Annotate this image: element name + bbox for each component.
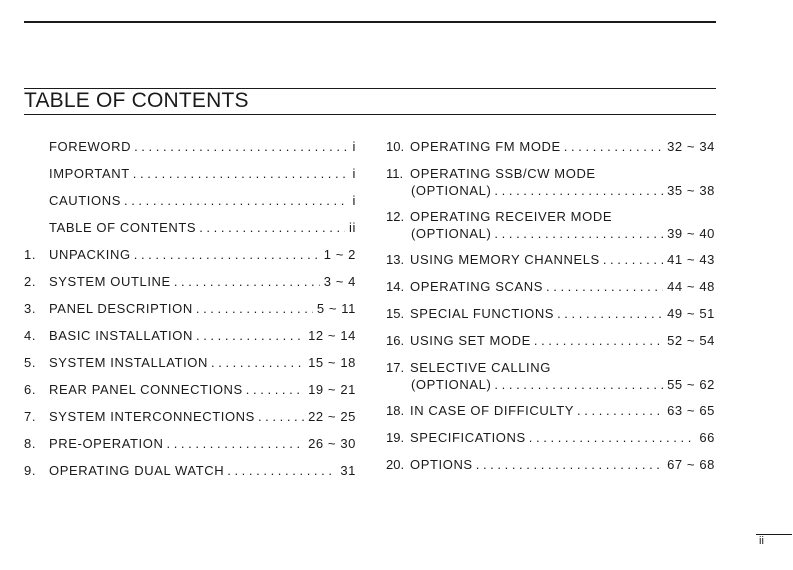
toc-dot-leader (134, 246, 320, 263)
toc-entry-label: OPERATING FM MODE (410, 139, 561, 154)
toc-entry-line (386, 225, 715, 242)
toc-entry-line (386, 138, 715, 155)
toc-entry-page: 22 ~ 25 (308, 409, 356, 424)
toc-entry-label: SELECTIVE CALLING (410, 360, 551, 375)
toc-entry-line (386, 402, 715, 419)
toc-dot-leader (174, 273, 320, 290)
toc-entry-page: 26 ~ 30 (308, 436, 356, 451)
toc-entry[interactable] (24, 435, 356, 452)
toc-entry-page: 67 ~ 68 (667, 457, 715, 472)
toc-entry-page: 1 ~ 2 (323, 247, 356, 262)
toc-entry[interactable] (24, 273, 356, 290)
toc-entry-number: 7. (24, 409, 37, 424)
toc-entry-number: 6. (24, 382, 37, 397)
toc-dot-leader (196, 327, 304, 344)
toc-entry-line (386, 305, 715, 322)
toc-entry[interactable] (386, 332, 715, 349)
toc-dot-leader (557, 305, 663, 322)
toc-entry-label: FOREWORD (49, 139, 132, 154)
toc-entry-number: 16. (386, 333, 405, 348)
toc-dot-leader (227, 462, 336, 479)
toc-dot-leader (494, 376, 663, 393)
toc-entry-line (386, 359, 715, 376)
toc-entry-page: 12 ~ 14 (308, 328, 356, 343)
toc-entry[interactable] (24, 138, 356, 155)
toc-dot-leader (577, 402, 663, 419)
toc-entry-line (24, 462, 356, 479)
toc-entry-page: 41 ~ 43 (667, 252, 715, 267)
toc-entry-page: 32 ~ 34 (667, 139, 715, 154)
toc-entry-number: 10. (386, 139, 405, 154)
toc-entry-label: PRE-OPERATION (49, 436, 164, 451)
toc-entry-line (24, 327, 356, 344)
toc-entry[interactable] (24, 192, 356, 209)
page-number (756, 534, 792, 547)
toc-dot-leader (166, 435, 304, 452)
toc-dot-leader (494, 182, 663, 199)
toc-entry-line (24, 354, 356, 371)
toc-entry-page: i (352, 166, 356, 181)
toc-dot-leader (476, 456, 663, 473)
toc-entry-number: 8. (24, 436, 37, 451)
toc-entry-number: 17. (386, 360, 405, 375)
toc-entry-number: 2. (24, 274, 37, 289)
toc-entry-page: 39 ~ 40 (667, 226, 715, 241)
toc-entry-page: ii (349, 220, 356, 235)
toc-entry-label: UNPACKING (49, 247, 131, 262)
toc-entry-page: 44 ~ 48 (667, 279, 715, 294)
toc-entry-label: TABLE OF CONTENTS (49, 220, 197, 235)
toc-entry-line (386, 182, 715, 199)
toc-entry-page: 19 ~ 21 (308, 382, 356, 397)
toc-entry-number: 9. (24, 463, 37, 478)
toc-dot-leader (534, 332, 663, 349)
toc-dot-leader (258, 408, 304, 425)
toc-entry[interactable] (24, 327, 356, 344)
toc-dot-leader (246, 381, 304, 398)
toc-entry[interactable] (24, 300, 356, 317)
toc-entry-label: OPERATING RECEIVER MODE (410, 209, 613, 224)
toc-entry-label: SYSTEM INTERCONNECTIONS (49, 409, 255, 424)
toc-entry-label: OPERATING DUAL WATCH (49, 463, 225, 478)
top-rule (24, 21, 716, 23)
toc-entry-page: 66 (699, 430, 715, 445)
toc-entry[interactable] (24, 246, 356, 263)
toc-dot-leader (199, 219, 345, 236)
page-number-text: ii (759, 535, 764, 547)
toc-entry-line (386, 278, 715, 295)
toc-entry-line (386, 376, 715, 393)
toc-entry[interactable] (386, 208, 715, 242)
toc-entry[interactable] (24, 462, 356, 479)
toc-entry[interactable] (24, 381, 356, 398)
toc-entry[interactable] (24, 354, 356, 371)
toc-entry-sublabel: (OPTIONAL) (411, 377, 492, 392)
toc-dot-leader (134, 138, 348, 155)
toc-entry[interactable] (386, 402, 715, 419)
toc-entry[interactable] (386, 165, 715, 199)
toc-entry[interactable] (386, 429, 715, 446)
toc-entry-label: SYSTEM INSTALLATION (49, 355, 209, 370)
toc-dot-leader (603, 251, 663, 268)
toc-entry-line (386, 251, 715, 268)
toc-entry-line (386, 456, 715, 473)
toc-dot-leader (196, 300, 313, 317)
toc-entry-line (24, 381, 356, 398)
toc-entry-number: 19. (386, 430, 405, 445)
toc-dot-leader (494, 225, 663, 242)
toc-entry[interactable] (386, 359, 715, 393)
toc-dot-leader (546, 278, 663, 295)
toc-entry-label: BASIC INSTALLATION (49, 328, 193, 343)
page-title: TABLE OF CONTENTS (24, 89, 249, 112)
toc-entry-label: IMPORTANT (49, 166, 130, 181)
toc-entry-line (386, 332, 715, 349)
toc-entry-page: 55 ~ 62 (667, 377, 715, 392)
toc-entry-label: PANEL DESCRIPTION (49, 301, 193, 316)
toc-entry-line (386, 165, 715, 182)
toc-dot-leader (564, 138, 663, 155)
toc-entry-number: 5. (24, 355, 37, 370)
toc-entry-line (386, 208, 715, 225)
toc-entry-label: OPERATING SCANS (410, 279, 544, 294)
toc-entry-line (24, 165, 356, 182)
title-rule-bottom (24, 114, 716, 115)
toc-entry-label: SPECIAL FUNCTIONS (410, 306, 555, 321)
toc-entry[interactable] (386, 278, 715, 295)
toc-entry[interactable] (24, 219, 356, 236)
toc-entry[interactable] (386, 456, 715, 473)
toc-dot-leader (124, 192, 349, 209)
toc-entry-line (24, 219, 356, 236)
toc-entry-line (24, 138, 356, 155)
toc-entry-page: 5 ~ 11 (316, 301, 356, 316)
toc-entry-line (24, 246, 356, 263)
toc-entry-number: 4. (24, 328, 37, 343)
toc-entry-label: USING MEMORY CHANNELS (410, 252, 600, 267)
toc-entry-page: 15 ~ 18 (308, 355, 356, 370)
toc-entry-label: SPECIFICATIONS (410, 430, 526, 445)
toc-dot-leader (529, 429, 696, 446)
toc-entry-page: 52 ~ 54 (667, 333, 715, 348)
toc-entry-page: i (352, 193, 356, 208)
toc-entry-label: REAR PANEL CONNECTIONS (49, 382, 243, 397)
toc-entry-number: 3. (24, 301, 37, 316)
toc-entry[interactable] (386, 251, 715, 268)
toc-entry-sublabel: (OPTIONAL) (411, 226, 492, 241)
toc-entry-label: IN CASE OF DIFFICULTY (410, 403, 575, 418)
toc-entry-page: 49 ~ 51 (667, 306, 715, 321)
toc-entry-number: 13. (386, 252, 405, 267)
toc-entry-label: SYSTEM OUTLINE (49, 274, 171, 289)
toc-entry-label: OPTIONS (410, 457, 473, 472)
toc-entry-line (24, 435, 356, 452)
toc-entry[interactable] (24, 408, 356, 425)
toc-entry-line (24, 300, 356, 317)
toc-entry-number: 1. (24, 247, 37, 262)
toc-entry-number: 12. (386, 209, 405, 224)
toc-entry[interactable] (386, 138, 715, 155)
toc-entry[interactable] (386, 305, 715, 322)
toc-entry-label: OPERATING SSB/CW MODE (410, 166, 596, 181)
toc-entry-page: 35 ~ 38 (667, 183, 715, 198)
toc-entry-label: CAUTIONS (49, 193, 121, 208)
toc-entry-page: 3 ~ 4 (323, 274, 356, 289)
toc-entry-line (24, 408, 356, 425)
toc-entry-sublabel: (OPTIONAL) (411, 183, 492, 198)
toc-dot-leader (211, 354, 304, 371)
toc-entry-number: 20. (386, 457, 405, 472)
toc-entry-line (24, 273, 356, 290)
toc-entry-number: 11. (386, 166, 404, 181)
toc-entry-number: 18. (386, 403, 405, 418)
toc-entry-page: 63 ~ 65 (667, 403, 715, 418)
toc-dot-leader (133, 165, 349, 182)
toc-entry[interactable] (24, 165, 356, 182)
toc-entry-number: 15. (386, 306, 405, 321)
toc-entry-label: USING SET MODE (410, 333, 531, 348)
toc-entry-page: i (352, 139, 356, 154)
toc-entry-page: 31 (340, 463, 356, 478)
toc-entry-line (386, 429, 715, 446)
toc-entry-line (24, 192, 356, 209)
toc-entry-number: 14. (386, 279, 405, 294)
